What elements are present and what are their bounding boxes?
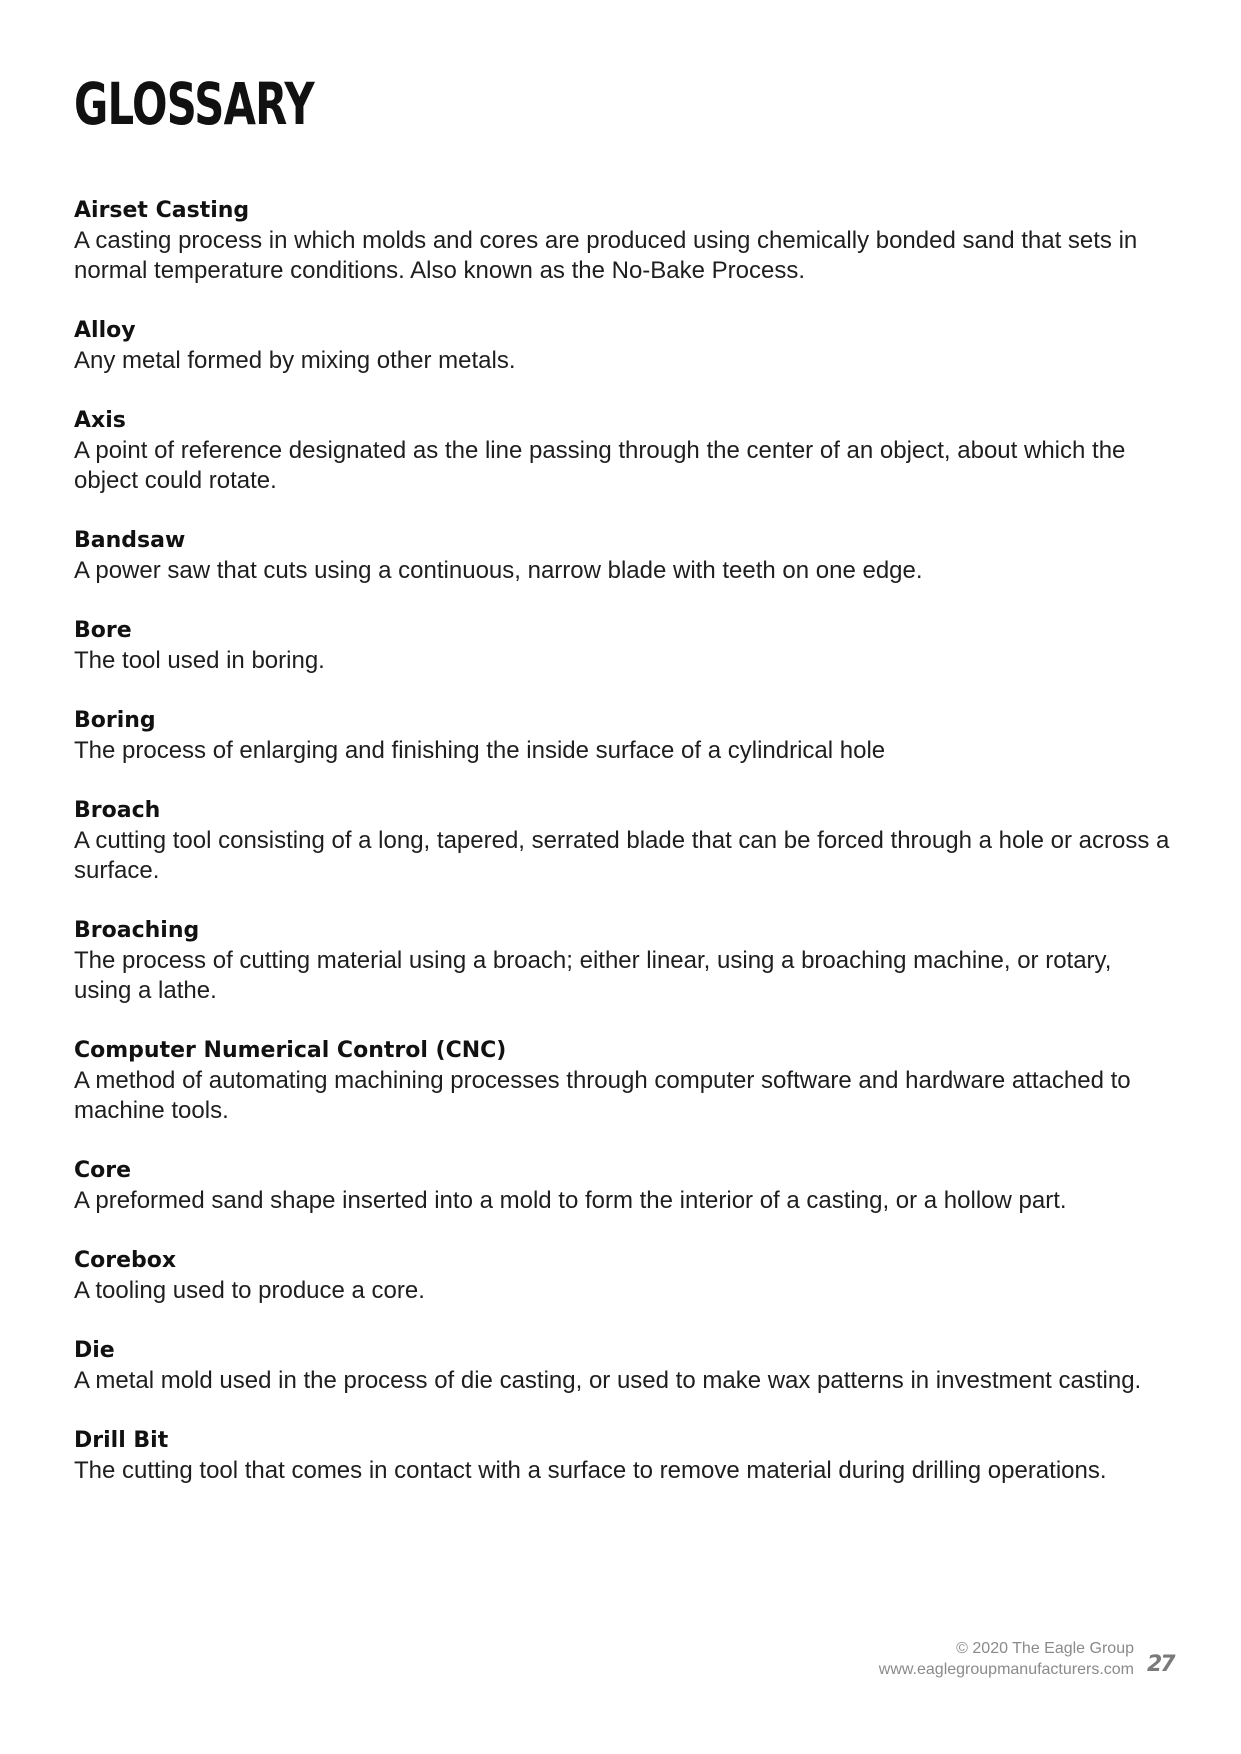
glossary-entry [74, 1156, 1174, 1216]
glossary-list [74, 196, 1174, 1516]
glossary-entry [74, 1336, 1174, 1396]
glossary-entry [74, 706, 1174, 766]
glossary-definition: A tooling used to produce a core. [74, 1277, 425, 1304]
glossary-term: Bore [74, 618, 132, 643]
glossary-term: Airset Casting [74, 198, 250, 223]
glossary-definition: The tool used in boring. [74, 647, 325, 674]
glossary-definition: A point of reference designated as the line passing through the center of an object, about which the object could rotate. [74, 437, 1126, 494]
glossary-definition: A metal mold used in the process of die casting, or used to make wax patterns in investment casting. [74, 1367, 1142, 1394]
glossary-term: Core [74, 1158, 132, 1183]
glossary-definition: The process of cutting material using a broach; either linear, using a broaching machine, or rotary, using a lathe. [74, 947, 1112, 1004]
glossary-entry [74, 796, 1174, 886]
glossary-entry [74, 916, 1174, 1006]
glossary-entry [74, 196, 1174, 286]
glossary-term: Computer Numerical Control (CNC) [74, 1038, 507, 1063]
glossary-entry [74, 1426, 1174, 1486]
glossary-definition: A cutting tool consisting of a long, tapered, serrated blade that can be forced through a hole or across a surface. [74, 827, 1170, 884]
glossary-term: Boring [74, 708, 156, 733]
glossary-definition: A power saw that cuts using a continuous, narrow blade with teeth on one edge. [74, 557, 923, 584]
glossary-term: Alloy [74, 318, 136, 343]
glossary-entry [74, 526, 1174, 586]
glossary-term: Drill Bit [74, 1428, 169, 1453]
glossary-entry [74, 1036, 1174, 1126]
glossary-definition: The cutting tool that comes in contact with a surface to remove material during drilling operations. [74, 1457, 1107, 1484]
glossary-definition: A casting process in which molds and cores are produced using chemically bonded sand that sets in normal temperature conditions. Also known as the No-Bake Process. [74, 227, 1138, 284]
glossary-term: Broaching [74, 918, 200, 943]
page-footer [879, 1638, 1134, 1680]
copyright-notice: © 2020 The Eagle Group [956, 1640, 1134, 1657]
page-title: GLOSSARY [74, 70, 314, 138]
glossary-term: Bandsaw [74, 528, 186, 553]
website-url: www.eaglegroupmanufacturers.com [878, 1661, 1134, 1678]
glossary-definition: The process of enlarging and finishing the inside surface of a cylindrical hole [74, 737, 886, 764]
glossary-definition: A preformed sand shape inserted into a mold to form the interior of a casting, or a hollow part. [74, 1187, 1067, 1214]
glossary-entry [74, 316, 1174, 376]
glossary-entry [74, 616, 1174, 676]
glossary-term: Broach [74, 798, 161, 823]
glossary-term: Die [74, 1338, 115, 1363]
glossary-term: Axis [74, 408, 126, 433]
glossary-definition: A method of automating machining processes through computer software and hardware attached to machine tools. [74, 1067, 1131, 1124]
page-number: 27 [1147, 1652, 1174, 1677]
glossary-entry [74, 1246, 1174, 1306]
glossary-definition: Any metal formed by mixing other metals. [74, 347, 516, 374]
glossary-term: Corebox [74, 1248, 177, 1273]
glossary-entry [74, 406, 1174, 496]
